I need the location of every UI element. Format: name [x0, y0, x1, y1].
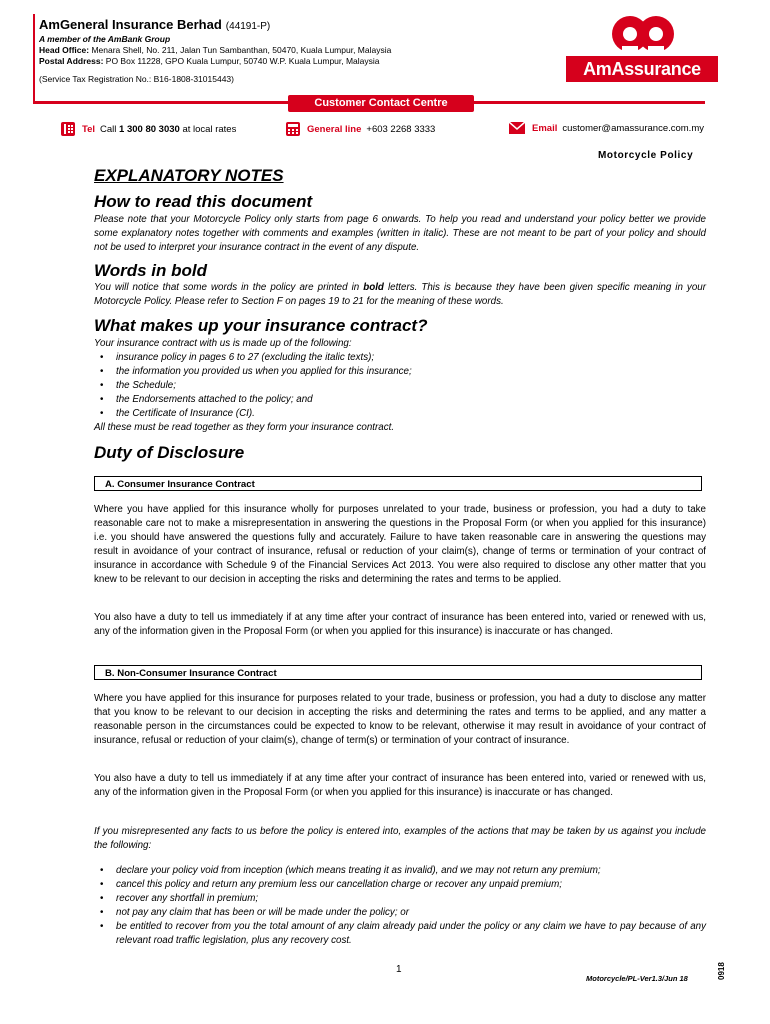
list-item: • cancel this policy and return any premium less our cancellation charge or recover any unpaid premium;: [94, 878, 706, 892]
misrep-list: [94, 864, 706, 948]
how-heading: How to read this document: [94, 192, 313, 211]
page-number: 1: [396, 964, 402, 975]
member-of: A member of the AmBank Group: [39, 34, 171, 44]
phone-icon: [60, 121, 76, 137]
bold-text: You will notice that some words in the policy are printed in bold letters. This is because they have been given specific meaning in your Motorcycle Policy. Please refer to Section F on pages 19 to 21 for the meaning of these words.: [94, 282, 706, 307]
header-accent-line: [33, 14, 35, 102]
section-b-paragraph-2: You also have a duty to tell us immediately if at any time after your contract of insurance has been entered into, varied or renewed with us, any of the information given in the Proposal Form (or when you applied for this insurance) is inaccurate or has changed.: [94, 773, 706, 798]
head-office: Head Office: Menara Shell, No. 211, Jalan Tun Sambanthan, 50470, Kuala Lumpur, Malaysia: [39, 45, 392, 55]
company-name: AmGeneral Insurance Berhad (44191-P): [39, 17, 271, 32]
list-item: • recover any shortfall in premium;: [94, 892, 706, 906]
list-item: • the information you provided us when you applied for this insurance;: [94, 365, 706, 379]
section-a-paragraph-1: Where you have applied for this insurance wholly for purposes unrelated to your trade, business or profession, you had a duty to take reasonable care not to make a misrepresentation in answering the questions in the Proposal Form (or when you applied for this insurance) i.e. you should have answered the questions fully and accurately. Failure to have taken reasonable care in answering the questions may result in avoidance of your contract of insurance, refusal or reduction of your claim(s), change of terms or termination of your contract of insurance in accordance with Schedule 9 of the Financial Services Act 2013. You were also required to disclose any other matter that you knew to be relevant to our decision in accepting the risks and determining the rates and terms to be applied.: [94, 504, 706, 585]
list-item: • insurance policy in pages 6 to 27 (excluding the italic texts);: [94, 351, 706, 365]
contact-general-line: General line +603 2268 3333: [285, 121, 435, 137]
list-item: • be entitled to recover from you the total amount of any claim already paid under the policy or any claim we have to pay because of any relevant road traffic legislation, plus any recovery cost.: [94, 920, 706, 948]
bold-heading: Words in bold: [94, 261, 208, 280]
disclosure-heading: Duty of Disclosure: [94, 443, 245, 462]
contract-list: [94, 351, 706, 421]
misrep-intro: If you misrepresented any facts to us before the policy is entered into, examples of the actions that may be taken by us against you include the following:: [94, 826, 706, 851]
list-item: • the Endorsements attached to the policy; and: [94, 393, 706, 407]
service-tax: (Service Tax Registration No.: B16-1808-31015443): [39, 74, 234, 84]
section-b-paragraph-1: Where you have applied for this insurance for purposes related to your trade, business or profession, you had a duty to disclose any matter that you know to be relevant to our decision in accepting the risks and determining the rates and terms to be applied, and any matter a reasonable person in the circumstances could be expected to know to be relevant, otherwise it may result in avoidance of your contract of insurance, refusal or reduction of your claim(s), change of term(s) or termination of your contract of insurance.: [94, 693, 706, 746]
list-item: • the Certificate of Insurance (CI).: [94, 407, 706, 421]
section-a-title: A. Consumer Insurance Contract: [94, 476, 702, 491]
email-icon: [508, 121, 526, 135]
contact-tel: Tel Call 1 300 80 3030 at local rates: [60, 121, 236, 137]
phone-keypad-icon: [285, 121, 301, 137]
document-reference: Motorcycle/PL-Ver1.3/Jun 18: [586, 974, 688, 983]
contract-block: [94, 337, 706, 435]
side-code: 0918: [717, 962, 726, 980]
postal-address: Postal Address: PO Box 11228, GPO Kuala Lumpur, 50740 W.P. Kuala Lumpur, Malaysia: [39, 56, 380, 66]
contract-outro: All these must be read together as they form your insurance contract.: [94, 422, 395, 433]
policy-type: Motorcycle Policy: [598, 150, 694, 161]
contract-heading: What makes up your insurance contract?: [94, 316, 428, 335]
tel-number: 1 300 80 3030: [119, 123, 180, 135]
list-item: • declare your policy void from inception (which means treating it as invalid), and we may not return any premium;: [94, 864, 706, 878]
company-reg: (44191-P): [225, 21, 271, 32]
section-a-paragraph-2: You also have a duty to tell us immediately if at any time after your contract of insurance has been entered into, varied or renewed with us, any of the information given in the Proposal Form (or when you applied for this insurance) is inaccurate or has changed.: [94, 612, 706, 637]
section-b-title: B. Non-Consumer Insurance Contract: [94, 665, 702, 680]
logo-wordmark: AmAssurance: [566, 56, 718, 82]
notes-title: EXPLANATORY NOTES: [94, 166, 284, 185]
amassurance-logo-icon: [608, 10, 678, 58]
contract-intro: Your insurance contract with us is made up of the following:: [94, 338, 352, 349]
contact-centre-title: Customer Contact Centre: [288, 95, 474, 112]
email-address[interactable]: customer@amassurance.com.my: [562, 122, 704, 134]
list-item: • the Schedule;: [94, 379, 706, 393]
contact-email: Email customer@amassurance.com.my: [508, 121, 704, 135]
list-item: • not pay any claim that has been or will be made under the policy; or: [94, 906, 706, 920]
how-text: Please note that your Motorcycle Policy only starts from page 6 onwards. To help you read and understand your policy better we provide some explanatory notes together with comments and examples (written in italic). These are not meant to be part of your policy and should not be used to interpret your insurance contract in the event of any dispute.: [94, 214, 706, 253]
